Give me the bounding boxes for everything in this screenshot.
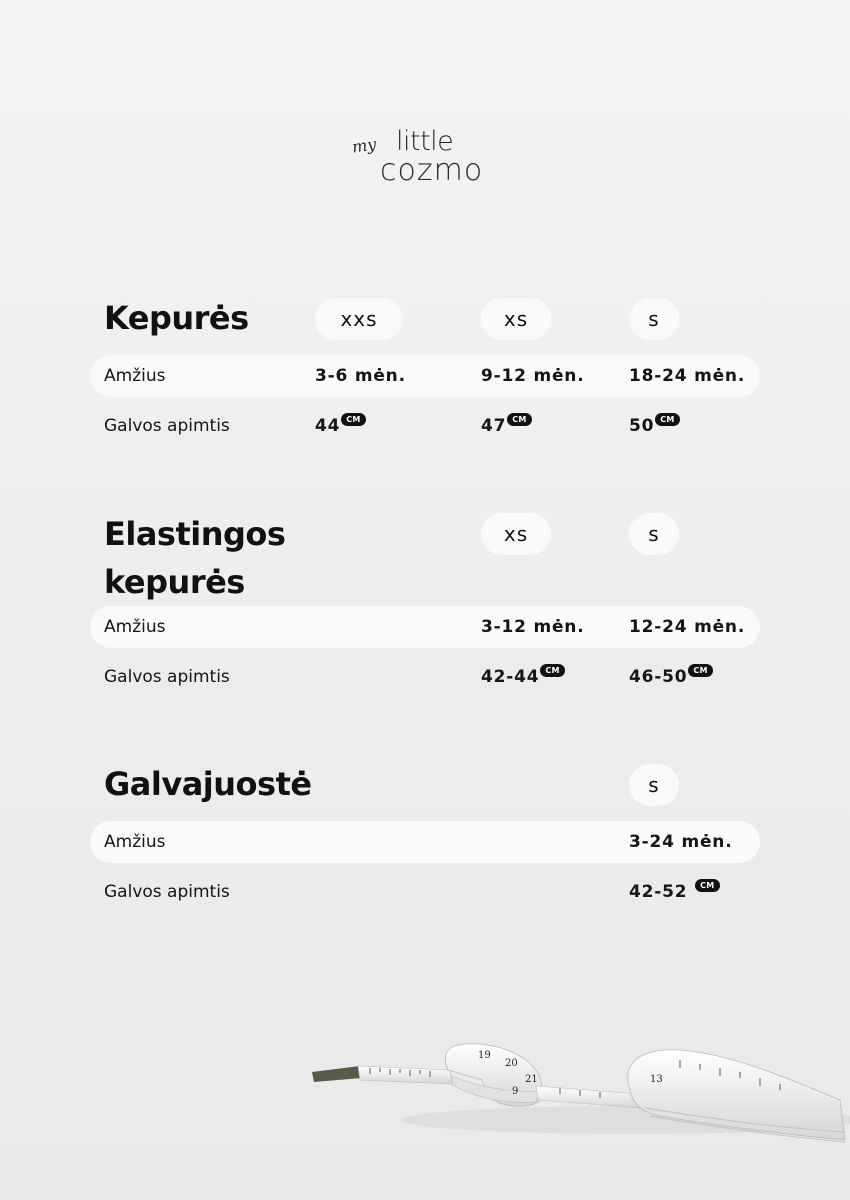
brand-logo-cozmo: cozmo — [380, 153, 484, 188]
age-label: Amžius — [104, 366, 166, 386]
head-value-number: 50 — [629, 416, 655, 436]
head-circumference-row — [90, 871, 760, 913]
age-value-s: 3-24 mėn. — [629, 832, 733, 852]
head-value-xxs — [315, 405, 366, 447]
head-value-number: 42-52 — [629, 882, 688, 902]
age-value-xs: 3-12 mėn. — [481, 617, 585, 637]
head-circumference-label: Galvos apimtis — [104, 882, 230, 902]
head-value-xs — [481, 405, 532, 447]
size-pill-s: s — [629, 298, 679, 340]
head-value-xs — [481, 656, 565, 698]
brand-logo-little: little — [396, 126, 454, 157]
size-table-elastingos-kepures — [90, 510, 760, 700]
section-title — [104, 510, 285, 606]
age-value-s: 12-24 mėn. — [629, 617, 746, 637]
cm-unit-badge: CM — [655, 413, 679, 426]
cm-unit-badge: CM — [695, 879, 719, 892]
section-title: Kepurės — [104, 299, 249, 337]
cm-unit-badge: CM — [341, 413, 365, 426]
size-pill-s: s — [629, 764, 679, 806]
cm-unit-badge: CM — [540, 664, 564, 677]
head-circumference-label: Galvos apimtis — [104, 416, 230, 436]
tape-number: 9 — [512, 1086, 519, 1097]
cm-unit-badge: CM — [688, 664, 712, 677]
head-value-s — [629, 405, 680, 447]
size-table-galvajuoste — [90, 762, 760, 912]
size-pill-xxs: xxs — [315, 298, 403, 340]
head-value-number: 46-50 — [629, 667, 688, 687]
head-value-s — [629, 871, 720, 913]
age-value-xs: 9-12 mėn. — [481, 366, 585, 386]
tape-number: 19 — [478, 1050, 491, 1061]
section-title-line2: kepurės — [104, 563, 245, 601]
head-circumference-row — [90, 405, 760, 447]
size-pill-xs: xs — [481, 513, 551, 555]
size-pill-s: s — [629, 513, 679, 555]
head-circumference-row — [90, 656, 760, 698]
age-label: Amžius — [104, 617, 166, 637]
measuring-tape-icon — [300, 1030, 850, 1170]
age-value-xxs: 3-6 mėn. — [315, 366, 406, 386]
head-value-s — [629, 656, 713, 698]
age-row — [90, 606, 760, 648]
section-title-line1: Elastingos — [104, 515, 286, 553]
tape-number: 20 — [505, 1058, 518, 1069]
head-value-number: 42-44 — [481, 667, 540, 687]
size-pill-xs: xs — [481, 298, 551, 340]
age-value-s: 18-24 mėn. — [629, 366, 746, 386]
head-value-number: 44 — [315, 416, 341, 436]
brand-logo — [352, 126, 502, 190]
age-row — [90, 355, 760, 397]
tape-number: 21 — [525, 1074, 538, 1085]
age-label: Amžius — [104, 832, 166, 852]
section-title: Galvajuostė — [104, 765, 312, 803]
head-value-number: 47 — [481, 416, 507, 436]
tape-number: 13 — [650, 1074, 663, 1085]
size-table-kepures — [90, 296, 760, 446]
age-row — [90, 821, 760, 863]
cm-unit-badge: CM — [507, 413, 531, 426]
head-circumference-label: Galvos apimtis — [104, 667, 230, 687]
brand-logo-my: my — [350, 134, 378, 157]
